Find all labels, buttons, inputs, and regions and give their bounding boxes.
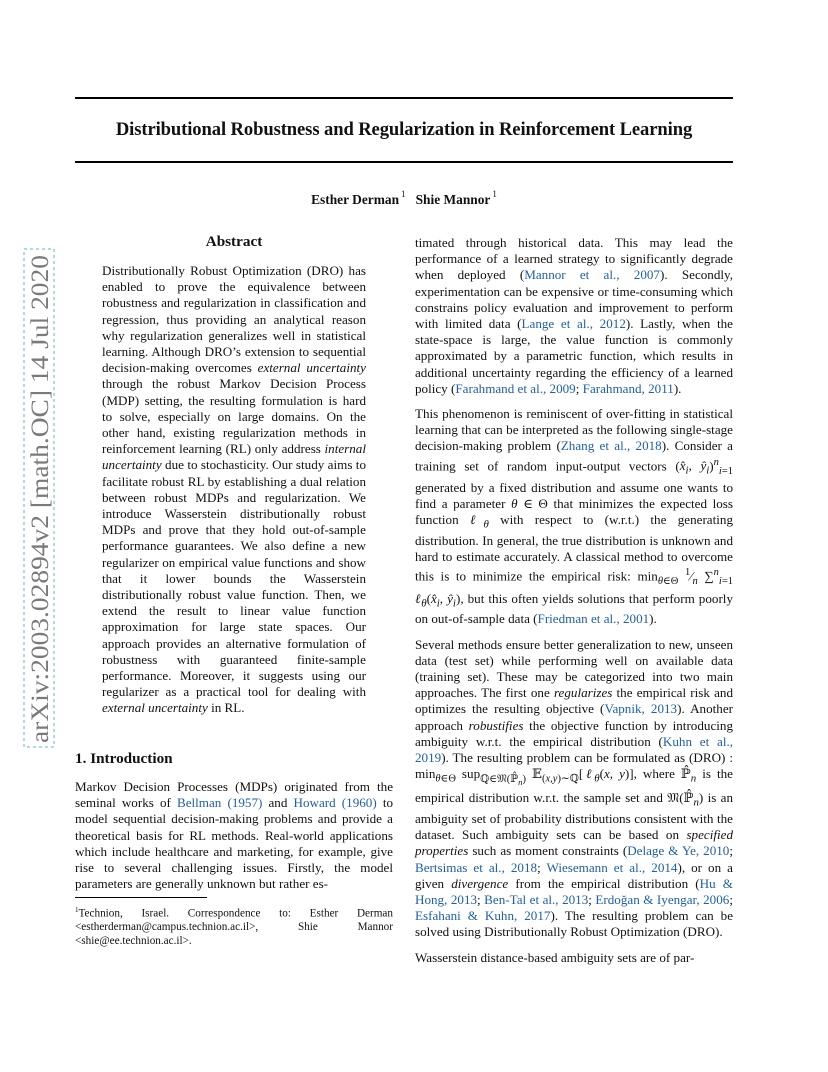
paragraph: Wasserstein distance-based ambiguity sets are of par- (415, 949, 695, 965)
section-heading-introduction: 1. Introduction (75, 750, 173, 767)
footnote-text: Technion, Israel. Correspondence to: Esther Derman <estherderman@campus.technion.ac.il>, Shie Mannor <shie@ee.technion.ac.il>. (75, 907, 393, 947)
footnote-rule (75, 897, 207, 898)
affiliation-mark: 1 (401, 189, 406, 199)
footnote-mark: 1 (75, 906, 79, 914)
right-column (415, 235, 733, 975)
title-rule-bottom (75, 161, 733, 163)
arxiv-stamp (22, 248, 56, 748)
abstract-body: Distributionally Robust Optimization (DRO) has enabled to prove the equivalence between robustness and regularization in classification and regression, thus providing an analytical reason why regularization generalizes well in statistical learning. Although DRO’s extension to sequential decision-making overcomes external uncertainty through the robust Markov Decision Process (MDP) setting, the resulting formulation is hard to solve, especially on large domains. On the other hand, existing regularization methods in reinforcement learning (RL) only address internal uncertainty due to stochasticity. Our study aims to facilitate robust RL by establishing a dual relation between robust MDPs and regularization. We introduce Wasserstein distributionally robust MDPs and prove that they hold out-of-sample performance guarantees. We also define a new regularizer on empirical value functions and show that it lower bounds the Wasserstein distributionally robust value function. Then, we extend the result to linear value function approximation for large state spaces. Our approach provides an alternative formulation of robustness with guaranteed finite-sample performance. Moreover, it suggests using our regularizer as a practical tool for dealing with external uncertainty in RL. (102, 263, 366, 716)
affiliation-mark: 1 (492, 189, 497, 199)
author-name: Esther Derman (311, 192, 400, 207)
paragraph: Several methods ensure better generalization to new, unseen data (test set) while performing well on available data (training set). These may be categorized into two main approaches. The first one regularizes the empirical risk and optimizes the resulting objective (Vapnik, 2013). Another approach robustifies the objective function by introducing ambiguity w.r.t. the empirical distribution (Kuhn et al., 2019). The resulting problem can be formulated as (DRO) : $\min_{\theta\in\Theta} sup_{ℚ\in 𝔐(ℙ̂_n)}$ 𝔼$_{(x,y)\sim ℚ}$[ℓ$_\theta$(x, y)], where $ℙ̂_n$ is the empirical distribution w.r.t. the sample set and $𝔐(ℙ̂_n)$ is an ambiguity set of probability distributions consistent with the dataset. Such ambiguity sets can be based on specified properties such as moment constraints (Delage & Ye, 2010; Bertsimas et al., 2018; Wiesemann et al., 2014), or on a given divergence from the empirical distribution (Hu & Hong, 2013; Ben-Tal et al., 2013; Erdoğan & Iyengar, 2006; Esfahani & Kuhn, 2017). The resulting problem can be solved using Distributionally Robust Optimization (DRO). (415, 636, 734, 940)
author-name: Shie Mannor (415, 192, 491, 207)
paper-title: Distributional Robustness and Regularization in Reinforcement Learning (115, 119, 693, 140)
footnote (75, 904, 393, 949)
introduction-body: Markov Decision Processes (MDPs) originated from the seminal works of Bellman (1957) and Howard (1960) to model sequential decision-making problems and provide a theoretical basis for RL methods. Real-world applications which include healthcare and marketing, for example, give rise to several challenging issues. Firstly, the model parameters are generally unknown but rather es- (75, 779, 394, 892)
title-rule-top (75, 97, 733, 99)
arxiv-identifier: arXiv:2003.02894v2 [math.OC] 14 Jul 2020 (27, 298, 54, 743)
paragraph: This phenomenon is reminiscent of over-fitting in statistical learning that can be interpreted as the following single-stage decision-making problem (Zhang et al., 2018). Consider a training set of random input-output vectors ($x̂_i$, $ŷ_i)^n_{i=1}$ generated by a fixed distribution and assume one wants to find a parameter θ ∈ Θ that minimizes the expected loss function ℓ$_\theta$ with respect to (w.r.t.) the generating distribution. In general, the true distribution is unknown and hard to estimate accurately. A classical method to overcome this is to minimize the empirical risk: $\min_{\theta\in\Theta}$ $^1⁄_n$ ∑$^n_{i=1}$ $\ell_\theta(x̂_i$, $ŷ_i$), but this often yields solutions that perform poorly on out-of-sample data (Friedman et al., 2001). (415, 406, 734, 627)
abstract-heading: Abstract (205, 233, 263, 250)
paragraph: timated through historical data. This may lead the performance of a learned strategy to significantly degrade when deployed (Mannor et al., 2007). Secondly, experimentation can be expensive or time-consuming which constrains policy evaluation and improvement to perform with limited data (Lange et al., 2012). Lastly, when the state-space is large, the value function is commonly approximated by a parametric function, which results in additional uncertainty regarding the efficiency of a learned policy (Farahmand et al., 2009; Farahmand, 2011). (415, 235, 734, 396)
author-list (75, 189, 733, 208)
